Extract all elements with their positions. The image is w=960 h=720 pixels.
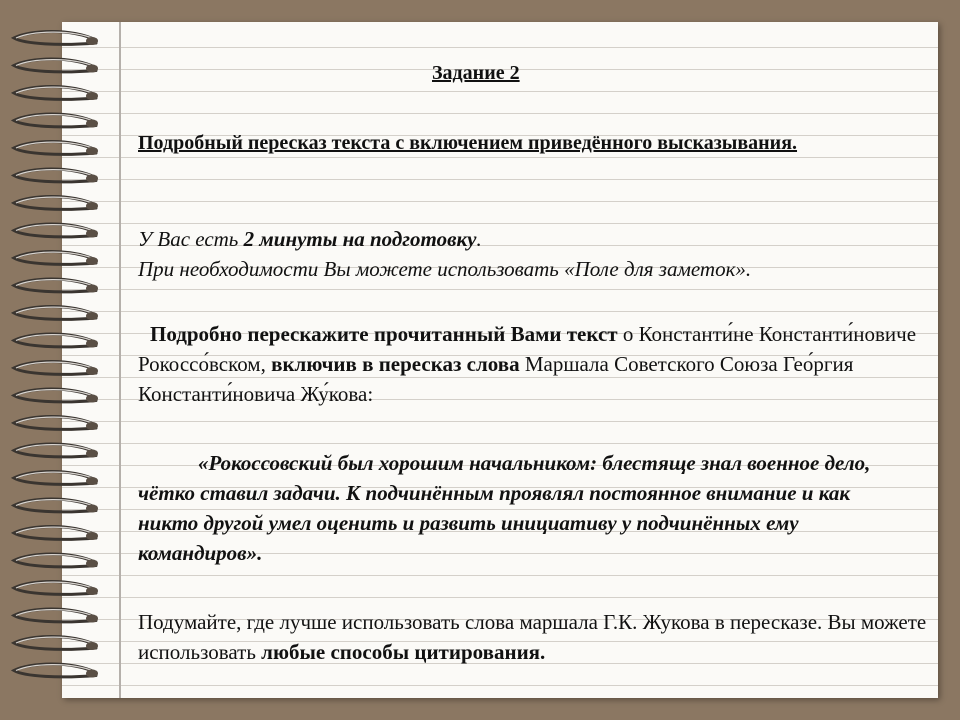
spiral-ring: [14, 114, 98, 128]
spiral-ring: [14, 417, 98, 431]
spiral-ring: [14, 362, 98, 376]
task-instruction: Подробно перескажите прочитанный Вами текст о Константи́не Константи́новиче Рокоссо́вском, включив в пересказ слова Маршала Советского Союза Гео́ргия Константи́новича Жу́кова:: [138, 322, 917, 406]
spiral-ring: [14, 637, 98, 651]
spiral-ring: [14, 142, 98, 156]
spiral-ring: [14, 554, 98, 568]
spiral-ring: [14, 169, 98, 183]
spiral-ring: [14, 334, 98, 348]
spiral-ring: [14, 527, 98, 541]
task-title: Задание 2: [432, 62, 520, 84]
zhukov-quote: «Рокоссовский был хорошим начальником: блестяще знал военное дело, чётко ставил задачи. К подчинённым проявлял постоянное внимание и как никто другой умел оценить и развить инициативу у подчинённых ему командиров».: [138, 451, 871, 565]
spiral-ring: [14, 279, 98, 293]
spiral-ring: [14, 582, 98, 596]
spiral-ring: [14, 307, 98, 321]
spiral-ring: [14, 252, 98, 266]
preparation-note: [138, 224, 928, 284]
margin-line: [119, 22, 121, 698]
spiral-binding-icon: [0, 0, 110, 720]
spiral-ring: [14, 499, 98, 513]
preparation-line-2: При необходимости Вы можете использовать «Поле для заметок».: [138, 257, 752, 281]
spiral-ring: [14, 472, 98, 486]
spiral-ring: [14, 197, 98, 211]
spiral-ring: [14, 87, 98, 101]
spiral-ring: [14, 389, 98, 403]
spiral-ring: [14, 59, 98, 73]
citation-hint: Подумайте, где лучше использовать слова маршала Г.К. Жукова в пересказе. Вы можете использовать любые способы цитирования.: [138, 610, 927, 664]
spiral-ring: [14, 664, 98, 678]
task-heading: Подробный пересказ текста с включением приведённого высказывания.: [138, 132, 798, 154]
spiral-ring: [14, 444, 98, 458]
preparation-line-1: У Вас есть 2 минуты на подготовку.: [138, 227, 482, 251]
spiral-ring: [14, 32, 98, 46]
spiral-ring: [14, 224, 98, 238]
spiral-ring: [14, 609, 98, 623]
